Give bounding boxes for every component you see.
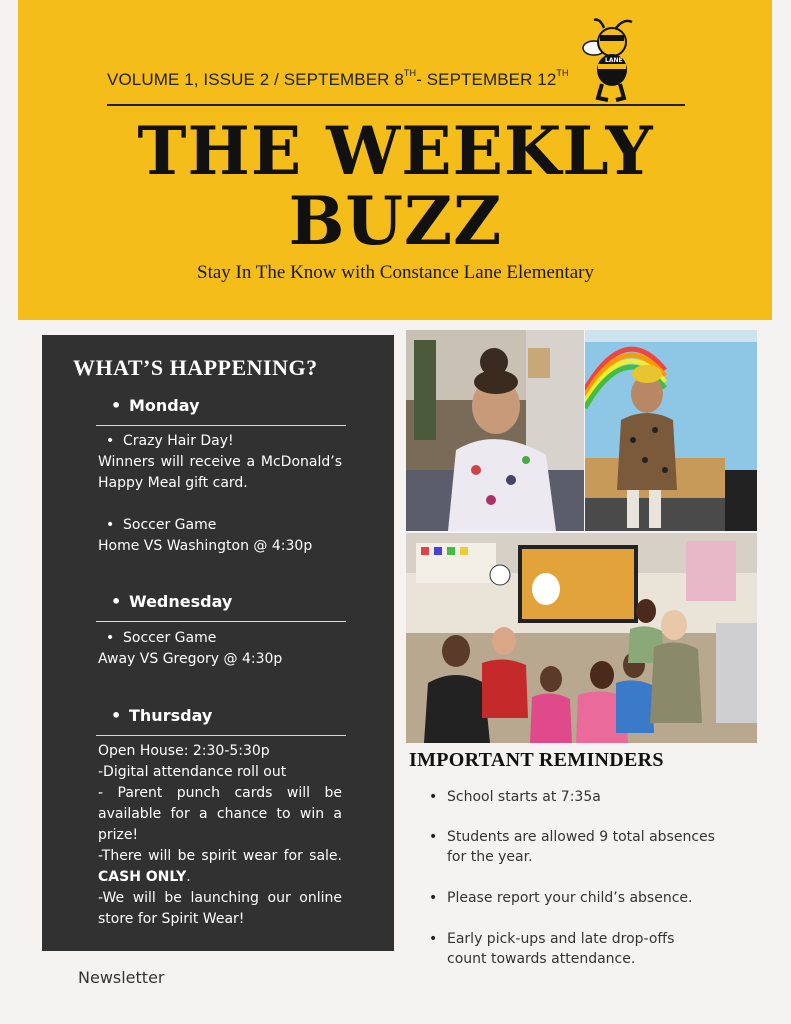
newsletter-title: THE WEEKLY BUZZ bbox=[137, 112, 654, 260]
important-reminders-heading: IMPORTANT REMINDERS bbox=[409, 749, 664, 771]
reminder-item: • School starts at 7:35a bbox=[447, 787, 717, 807]
reminder-item: • Early pick-ups and late drop-offs count towards attendance. bbox=[447, 929, 717, 969]
day-thursday: • Thursday bbox=[129, 706, 212, 725]
monday-events: • Crazy Hair Day! Winners will receive a McDonald’s Happy Meal gift card. • Soccer Game Home VS Washington @ 4:30p bbox=[98, 431, 342, 557]
thursday-events: Open House: 2:30-5:30p -Digital attendance roll out - Parent punch cards will be available for a chance to win a prize! -There will be spirit wear for sale. CASH ONLY. -We will be launching our online store for Spirit Wear! bbox=[98, 743, 342, 927]
wednesday-divider bbox=[96, 621, 346, 622]
photo-crazy-hair-girl bbox=[406, 330, 584, 531]
whats-happening-panel bbox=[42, 335, 394, 951]
photo-collage bbox=[406, 330, 757, 743]
header-divider bbox=[107, 104, 685, 106]
svg-text:LANE: LANE bbox=[605, 57, 623, 64]
monday-divider bbox=[96, 425, 346, 426]
reminder-item: • Please report your child’s absence. bbox=[447, 888, 717, 908]
day-wednesday: • Wednesday bbox=[129, 592, 232, 611]
photo-classroom-group bbox=[406, 533, 757, 743]
reminder-item: • Students are allowed 9 total absences for the year. bbox=[447, 827, 717, 867]
day-monday: • Monday bbox=[129, 396, 200, 415]
wednesday-events: • Soccer Game Away VS Gregory @ 4:30p bbox=[98, 628, 342, 670]
footer-label: Newsletter bbox=[78, 968, 165, 987]
issue-line: VOLUME 1, ISSUE 2 / SEPTEMBER 8TH- SEPTEMBER 12TH bbox=[107, 68, 569, 89]
whats-happening-heading: WHAT’S HAPPENING? bbox=[73, 355, 318, 380]
photo-leopard-jacket-girl bbox=[585, 330, 757, 531]
bee-mascot-icon bbox=[580, 18, 642, 104]
thursday-divider bbox=[96, 735, 346, 736]
newsletter-tagline: Stay In The Know with Constance Lane Elementary bbox=[197, 262, 594, 283]
